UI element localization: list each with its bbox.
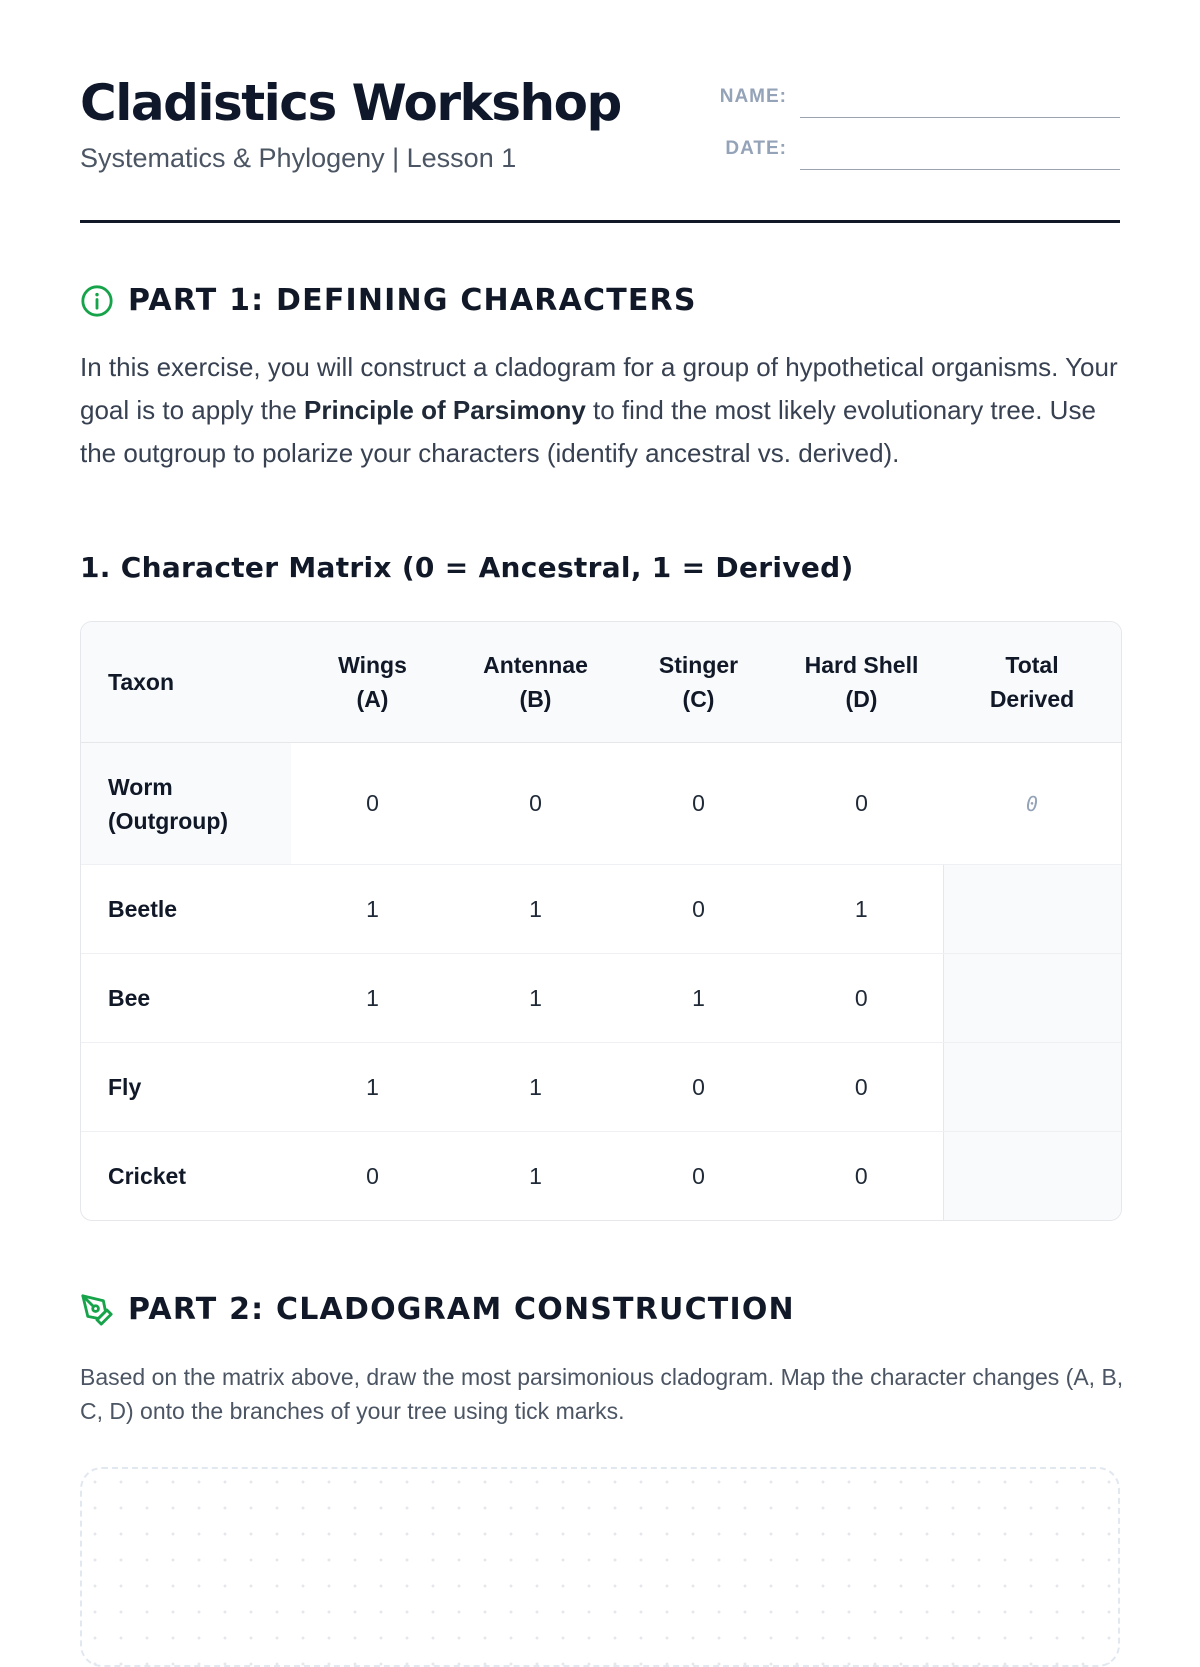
cell-antennae: 1 <box>454 1043 617 1132</box>
info-circle-icon <box>80 284 114 318</box>
cell-wings: 0 <box>366 1162 379 1189</box>
cladogram-instructions: Based on the matrix above, draw the most parsimonious cladogram. Map the character changes (A, B, C, D) onto the branches of your tree using tick marks. <box>80 1364 1124 1424</box>
col-header-wings: Wings (A) <box>291 622 454 743</box>
intro-emphasis: Principle of Parsimony <box>304 395 586 425</box>
taxon-cell: Cricket <box>108 1163 186 1189</box>
cell-stinger: 0 <box>617 865 780 954</box>
total-answer-cell[interactable] <box>943 865 1121 954</box>
cell-wings: 1 <box>291 1043 454 1132</box>
cell-stinger: 0 <box>617 743 780 865</box>
page-title: Cladistics Workshop <box>80 74 621 132</box>
cell-stinger: 1 <box>617 954 780 1043</box>
cell-stinger: 0 <box>692 1162 705 1189</box>
cell-wings: 1 <box>291 865 454 954</box>
date-label: DATE: <box>725 138 787 159</box>
cell-hard-shell: 0 <box>780 743 943 865</box>
name-field[interactable] <box>720 78 1120 118</box>
taxon-cell: Fly <box>81 1043 291 1132</box>
taxon-cell: Beetle <box>81 865 291 954</box>
col-header-taxon: Taxon <box>81 622 291 743</box>
total-answer-cell[interactable] <box>943 1132 1121 1221</box>
matrix-table <box>81 622 1121 1220</box>
table-row-bee <box>81 954 1121 1043</box>
col-header-total-derived: Total Derived <box>943 622 1121 743</box>
intro-text-start: In this exercise, you will construct a cladogram for a group of hypothetical organisms. Your goal is to apply the <box>80 352 1118 425</box>
cell-hard-shell: 0 <box>854 1162 868 1189</box>
cell-hard-shell: 1 <box>780 865 943 954</box>
cell-wings: 1 <box>291 954 454 1043</box>
date-field[interactable] <box>720 130 1120 170</box>
date-input-line[interactable] <box>800 169 1120 170</box>
intro-text-end: to find the most likely evolutionary tree. Use the outgroup to polarize your characters (identify ancestral vs. derived). <box>80 395 1096 468</box>
character-matrix <box>80 621 1122 1221</box>
intro-paragraph <box>80 346 1130 475</box>
col-header-antennae: Antennae (B) <box>454 622 617 743</box>
cell-antennae: 1 <box>529 1162 542 1189</box>
name-input-line[interactable] <box>800 117 1120 118</box>
cell-hard-shell: 0 <box>780 1043 943 1132</box>
part2-heading <box>80 1292 795 1327</box>
name-label: NAME: <box>719 86 787 107</box>
taxon-cell: Bee <box>81 954 291 1043</box>
part1-heading <box>80 283 697 318</box>
part1-title: PART 1: DEFINING CHARACTERS <box>128 283 697 318</box>
cell-hard-shell: 0 <box>780 954 943 1043</box>
header-row <box>81 622 1121 743</box>
cell-wings: 0 <box>291 743 454 865</box>
worksheet-header <box>80 0 1120 223</box>
pen-tool-icon <box>80 1293 114 1327</box>
cell-antennae: 1 <box>454 954 617 1043</box>
total-answer-cell[interactable] <box>943 954 1121 1043</box>
cladogram-drawing-area[interactable] <box>80 1467 1120 1667</box>
part2-title: PART 2: CLADOGRAM CONSTRUCTION <box>128 1292 795 1327</box>
cell-antennae: 0 <box>454 743 617 865</box>
total-example-cell: 0 <box>943 743 1121 865</box>
cell-stinger: 0 <box>617 1043 780 1132</box>
col-header-stinger: Stinger (C) <box>617 622 780 743</box>
taxon-cell: Worm (Outgroup) <box>81 743 291 865</box>
table-row-worm <box>81 743 1121 865</box>
matrix-title: 1. Character Matrix (0 = Ancestral, 1 = Derived) <box>80 551 854 584</box>
table-row-cricket <box>81 1132 1121 1221</box>
page-subtitle: Systematics & Phylogeny | Lesson 1 <box>80 143 517 173</box>
total-answer-cell[interactable] <box>943 1043 1121 1132</box>
table-row-fly <box>81 1043 1121 1132</box>
cell-antennae: 1 <box>454 865 617 954</box>
table-row-beetle <box>81 865 1121 954</box>
col-header-hard-shell: Hard Shell (D) <box>780 622 943 743</box>
